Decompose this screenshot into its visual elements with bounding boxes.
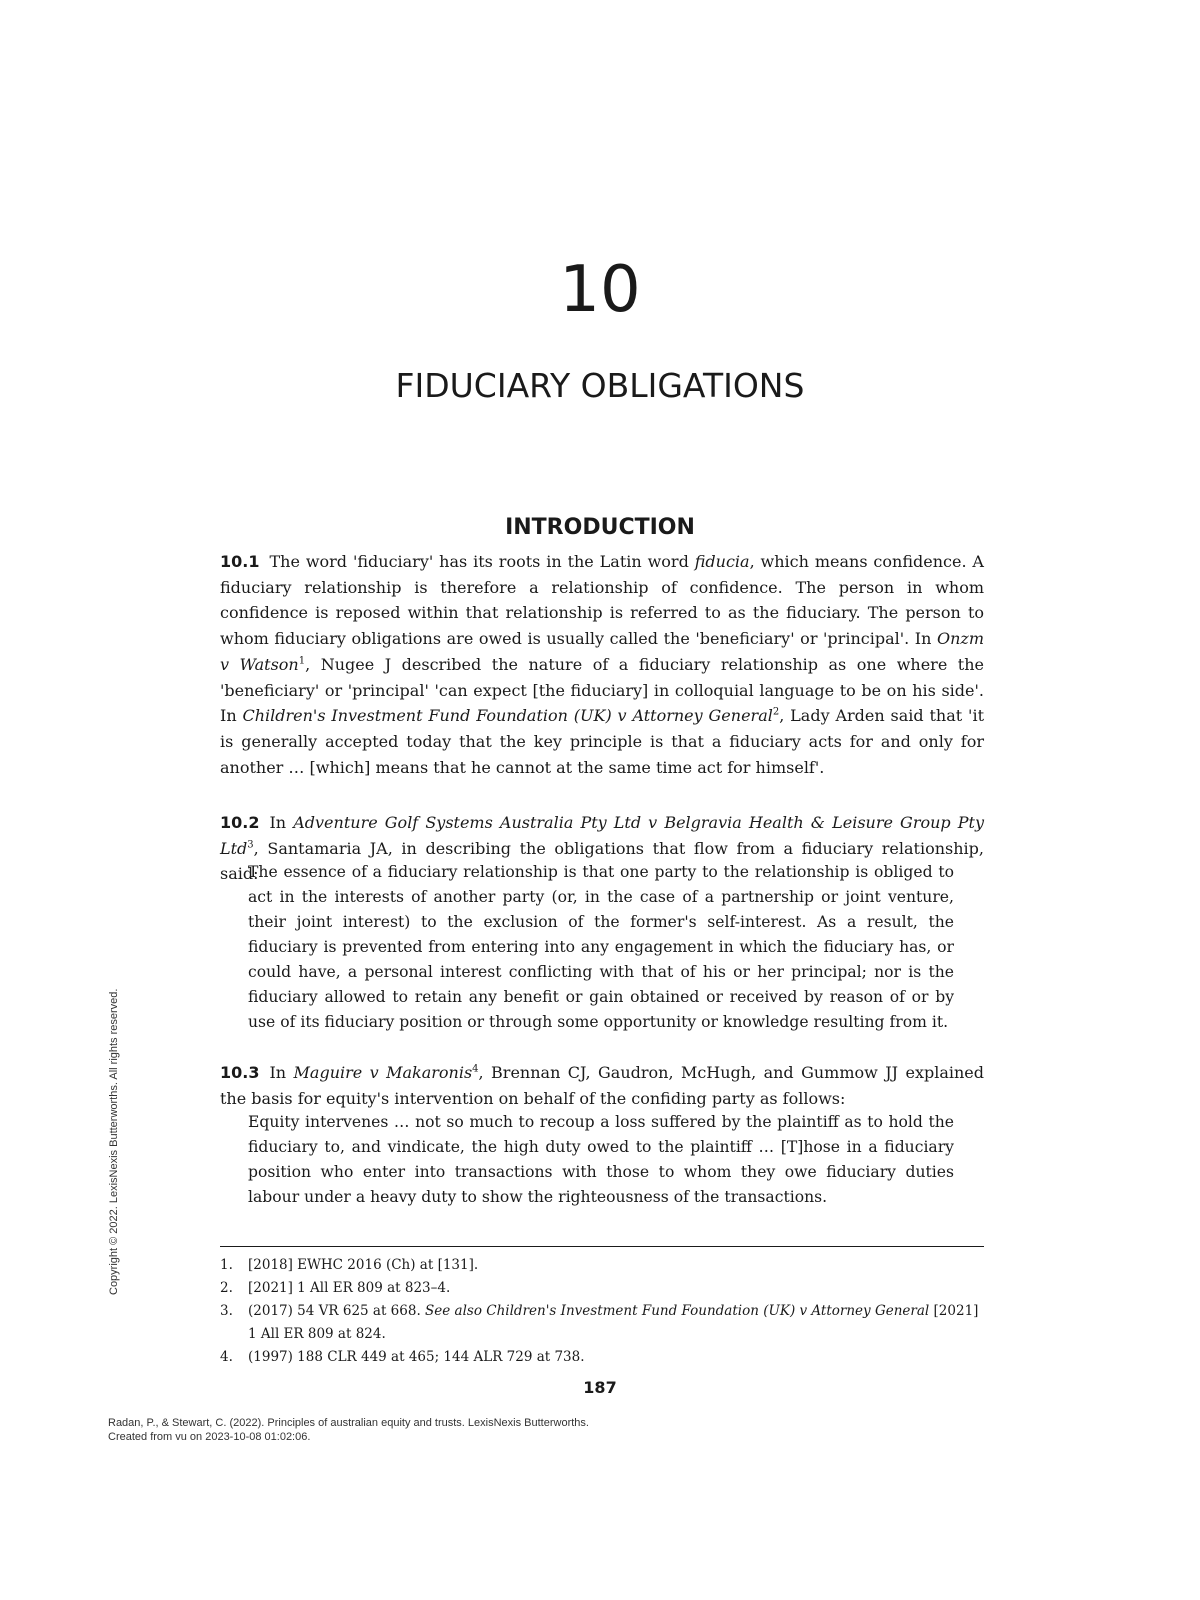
paragraph-number: 10.1: [220, 552, 260, 571]
paragraph-10-1: [220, 549, 984, 780]
paragraph-text: , Nugee J described the nature of a fiduciary relationship as one where the 'beneficiary' or 'principal' 'can expect [the fiduciary] in colloquial language to be on his side'. In: [220, 654, 985, 726]
citation-line: Radan, P., & Stewart, C. (2022). Principles of australian equity and trusts. LexisNexis Butterworths.: [108, 1417, 589, 1429]
footnote-list: [220, 1254, 984, 1369]
footnote-ref: 3: [247, 839, 254, 851]
paragraph-text: , Santamaria JA, in describing the obligations that flow from a fiduciary relationship, said:: [220, 838, 984, 884]
case-name: Maguire v Makaronis: [293, 1063, 473, 1082]
chapter-title: FIDUCIARY OBLIGATIONS: [395, 366, 805, 405]
chapter-number: 10: [559, 253, 641, 327]
block-quote: The essence of a fiduciary relationship is that one party to the relationship is obliged to act in the interests of another party (or, in the case of a partnership or joint venture, their joint interest) to the exclusion of the former's self-interest. As a result, the fiduciary is prevented from entering into any engagement in which the fiduciary has, or could have, a personal interest conflicting with that of his or her principal; nor is the fiduciary allowed to retain any benefit or gain obtained or received by reason of or by use of its fiduciary position or through some opportunity or knowledge resulting from it.: [248, 863, 954, 1031]
paragraph-text: , Brennan CJ, Gaudron, McHugh, and Gummow JJ explained the basis for equity's intervention on behalf of the confiding party as follows:: [220, 1063, 985, 1108]
footnote-number: 4.: [220, 1349, 233, 1365]
footnote-number: 3.: [220, 1303, 233, 1319]
footnote-ref: 2: [772, 706, 780, 718]
footnote: [220, 1300, 984, 1346]
citation-created-line: Created from vu on 2023-10-08 01:02:06.: [108, 1431, 311, 1443]
latin-term: fiducia: [694, 552, 750, 571]
paragraph-text: In: [269, 813, 294, 832]
footnote-number: 2.: [220, 1280, 233, 1296]
footnote-text: [2021] 1 All ER 809 at 824.: [248, 1303, 979, 1342]
paragraph-text: In: [269, 1063, 294, 1082]
footnote-text: (2017) 54 VR 625 at 668.: [248, 1303, 426, 1319]
source-citation: [108, 1416, 589, 1444]
page-number: 187: [583, 1378, 617, 1397]
case-name: Adventure Golf Systems Australia Pty Ltd v Belgravia Health & Leisure Group Pty Ltd: [220, 813, 984, 858]
footnote-ref: 1: [298, 655, 306, 667]
paragraph-text: , which means confidence. A fiduciary relationship is therefore a relationship of confidence. The person in whom confidence is reposed within that relationship is referred to as the fiduciary. The person to whom fiduciary obligations are owed is usually called the 'beneficiary' or 'principal'. In: [220, 552, 984, 649]
paragraph-number: 10.3: [220, 1063, 260, 1082]
footnote: [220, 1277, 984, 1300]
footnote-text: [2021] 1 All ER 809 at 823–4.: [248, 1280, 451, 1296]
footnote-ref: 4: [472, 1063, 479, 1075]
footnote-number: 1.: [220, 1257, 233, 1273]
paragraph-text: , Lady Arden said that 'it is generally accepted today that the key principle is that a fiduciary acts for and only for another … [which] means that he cannot at the same time act for himself'.: [220, 706, 984, 777]
block-quote: Equity intervenes … not so much to recoup a loss suffered by the plaintiff as to hold the fiduciary to, and vindicate, the high duty owed to the plaintiff … [T]hose in a fiduciary position who enter into transactions with those to whom they owe fiduciary duties labour under a heavy duty to show the righteousness of the transactions.: [248, 1113, 954, 1206]
footnote: [220, 1346, 984, 1369]
copyright-notice: Copyright © 2022. LexisNexis Butterworths. All rights reserved.: [108, 988, 120, 1295]
case-name: Children's Investment Fund Foundation (UK) v Attorney General: [486, 1303, 930, 1319]
paragraph-number: 10.2: [220, 813, 260, 832]
footnote-divider: [220, 1246, 984, 1247]
footnote-signal: See also: [425, 1303, 487, 1319]
footnote: [220, 1254, 984, 1277]
paragraph-10-3: [220, 1060, 984, 1111]
case-name: Children's Investment Fund Foundation (UK) v Attorney General: [242, 706, 773, 726]
case-name: Onzm v Watson: [220, 629, 984, 674]
footnote-text: (1997) 188 CLR 449 at 465; 144 ALR 729 at 738.: [248, 1349, 585, 1365]
paragraph-text: The word 'fiduciary' has its roots in the Latin word: [269, 552, 695, 571]
section-heading: INTRODUCTION: [505, 515, 695, 540]
footnote-text: [2018] EWHC 2016 (Ch) at [131].: [248, 1257, 479, 1273]
